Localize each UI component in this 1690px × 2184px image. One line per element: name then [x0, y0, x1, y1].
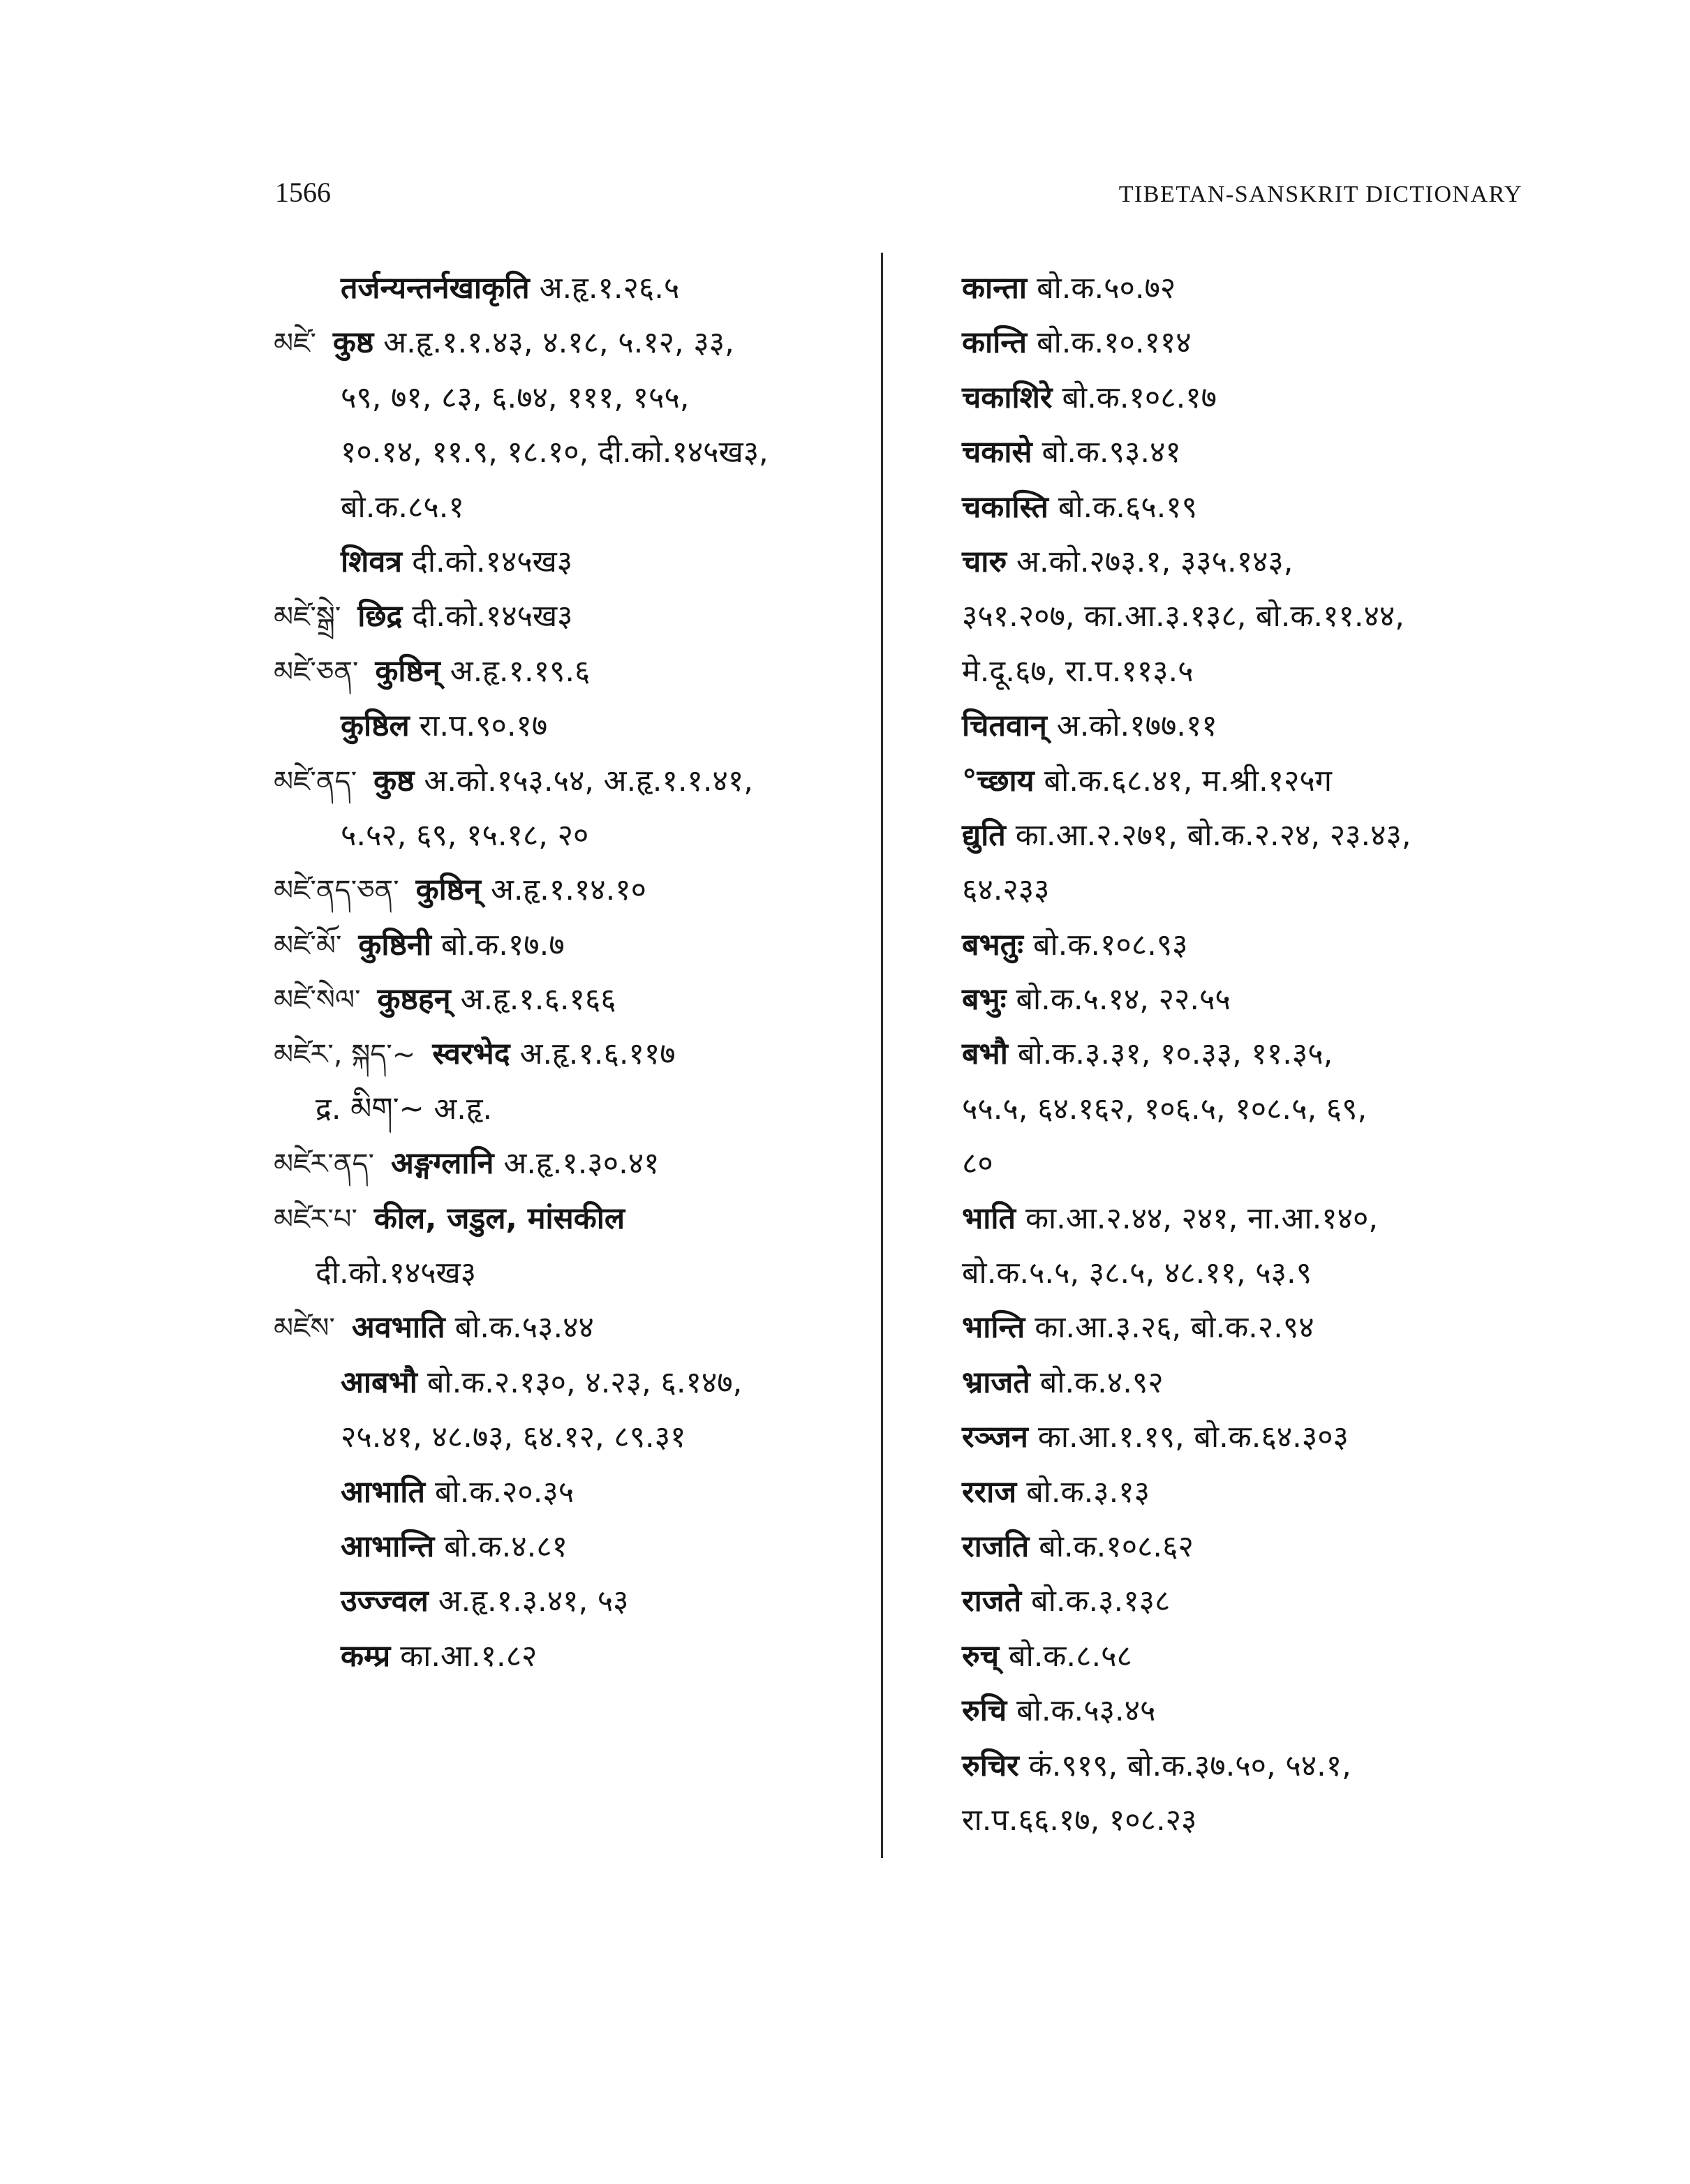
sanskrit-headword: बभौ [962, 1037, 1008, 1072]
reference: मे.दू.६७, रा.प.११३.५ [962, 653, 1194, 689]
dictionary-line [274, 1082, 874, 1136]
sanskrit-headword: अङ्गग्लानि [391, 1146, 494, 1182]
reference: बो.क.४.९२ [1039, 1365, 1164, 1400]
dictionary-line [274, 315, 874, 370]
sanskrit-headword: रञ्जन [962, 1420, 1028, 1455]
sanskrit-headword: कुष्ठिल [341, 708, 410, 744]
dictionary-line [274, 1300, 874, 1355]
dictionary-line [274, 644, 874, 699]
sanskrit-headword: कुष्ठ [332, 325, 374, 361]
reference: बो.क.३.३१, १०.३३, ११.३५, [1017, 1037, 1333, 1072]
tibetan-term: མཛེ་ནད་ [274, 765, 357, 798]
dictionary-line [962, 754, 1548, 808]
dictionary-line [962, 261, 1548, 315]
dictionary-line [962, 918, 1548, 972]
page-number: 1566 [275, 177, 331, 208]
dictionary-line [962, 1520, 1548, 1574]
dictionary-line [962, 1355, 1548, 1410]
dictionary-line [962, 644, 1548, 699]
sanskrit-headword: बभुः [962, 982, 1007, 1018]
sanskrit-headword: रुचि [962, 1693, 1007, 1729]
dictionary-line [274, 1191, 874, 1246]
sanskrit-headword: रुचिर [962, 1748, 1019, 1783]
dictionary-line [962, 1300, 1548, 1355]
tibetan-term: མཛེར་པ་ [274, 1203, 357, 1235]
sanskrit-headword: चारु [962, 544, 1007, 579]
sanskrit-headword: रराज [962, 1474, 1017, 1510]
dictionary-line [274, 1629, 874, 1684]
reference: अ.हृ.१.३०.४१ [503, 1146, 660, 1182]
sanskrit-headword: भाति [962, 1201, 1016, 1236]
reference: कं.९१९, बो.क.३७.५०, ५४.१, [1028, 1748, 1351, 1783]
dictionary-line [274, 1246, 874, 1300]
dictionary-line [274, 261, 874, 315]
dictionary-line [274, 1465, 874, 1520]
reference: बो.क.५३.४५ [1016, 1693, 1156, 1729]
sanskrit-headword: उज्ज्वल [341, 1584, 429, 1619]
left-column [274, 261, 874, 1684]
dictionary-line [274, 918, 874, 972]
dictionary-line [274, 1136, 874, 1191]
reference: बो.क.१०८.६२ [1039, 1529, 1194, 1564]
reference: बो.क.५.१४, २२.५५ [1016, 982, 1231, 1018]
dictionary-line [962, 1082, 1548, 1136]
reference: बो.क.२०.३५ [434, 1474, 575, 1510]
sanskrit-headword: चितवान् [962, 708, 1047, 744]
reference: बो.क.८५.१ [341, 489, 464, 525]
sanskrit-headword: राजति [962, 1529, 1030, 1564]
reference: बो.क.५.५, ३८.५, ४८.११, ५३.९ [962, 1256, 1312, 1291]
right-column [962, 261, 1548, 1848]
reference: का.आ.३.२६, बो.क.२.९४ [1035, 1310, 1314, 1346]
reference: अ.हृ.१.६.१६६ [460, 982, 616, 1018]
reference: का.आ.१.८२ [400, 1638, 538, 1674]
sanskrit-headword: कुष्ठिन् [415, 872, 481, 908]
reference: अ.हृ.१.२६.५ [539, 271, 680, 306]
sanskrit-headword: आबभौ [341, 1365, 417, 1400]
dictionary-line [274, 972, 874, 1027]
reference: बो.क.३.१३ [1026, 1474, 1150, 1510]
dictionary-line [962, 480, 1548, 535]
reference: का.आ.१.१९, बो.क.६४.३०३ [1037, 1420, 1349, 1455]
column-divider [881, 253, 883, 1858]
dictionary-line [962, 425, 1548, 480]
sanskrit-headword: द्युति [962, 817, 1006, 853]
dictionary-line [962, 1136, 1548, 1191]
sanskrit-headword: छिद्र [357, 599, 403, 634]
dictionary-line [962, 972, 1548, 1027]
dictionary-line [274, 425, 874, 480]
reference: अ.को.१५३.५४, अ.हृ.१.१.४१, [424, 763, 753, 798]
sanskrit-headword: भान्ति [962, 1310, 1025, 1346]
dictionary-line [274, 589, 874, 644]
tibetan-term: མཛེས་ [274, 1312, 335, 1345]
reference: बो.क.५०.७२ [1037, 271, 1176, 306]
dictionary-line [274, 480, 874, 535]
reference: रा.प.६६.१७, १०८.२३ [962, 1802, 1197, 1838]
dictionary-line [962, 1027, 1548, 1081]
running-head: TIBETAN-SANSKRIT DICTIONARY [1118, 181, 1522, 207]
tibetan-term: མཛེ་ནད་ཅན་ [274, 875, 399, 907]
dictionary-line [274, 1410, 874, 1464]
dictionary-line [962, 1793, 1548, 1848]
reference: ८० [962, 1146, 993, 1182]
sanskrit-headword: कुष्ठिन् [375, 653, 440, 689]
dictionary-line [962, 1739, 1548, 1793]
sanskrit-headword: बभतुः [962, 927, 1023, 963]
dictionary-line [274, 1027, 874, 1081]
reference: बो.क.१०८.९३ [1032, 927, 1188, 963]
reference: ६४.२३३ [962, 872, 1050, 908]
reference: अ.हृ.१.१.४३, ४.१८, ५.१२, ३३, [383, 325, 734, 361]
reference: बो.क.१७.७ [440, 927, 565, 963]
reference: दी.को.१४५ख३ [316, 1256, 477, 1291]
sanskrit-headword: आभान्ति [341, 1529, 435, 1564]
dictionary-line [962, 1574, 1548, 1628]
sanskrit-headword: कुष्ठ [373, 763, 415, 798]
sanskrit-headword: कान्ता [962, 271, 1028, 306]
dictionary-line [962, 535, 1548, 589]
dictionary-line [962, 1465, 1548, 1520]
sanskrit-headword: भ्राजते [962, 1365, 1030, 1400]
reference: बो.क.६५.१९ [1058, 489, 1198, 525]
dictionary-line [962, 1629, 1548, 1684]
sanskrit-headword: रुच् [962, 1638, 1000, 1674]
reference: अ.हृ.१.१९.६ [450, 653, 591, 689]
reference: ५९, ७१, ८३, ६.७४, १११, १५५, [341, 380, 690, 415]
sanskrit-headword: राजते [962, 1584, 1022, 1619]
reference: बो.क.१०८.१७ [1062, 380, 1217, 415]
sanskrit-headword: चकास्ति [962, 489, 1048, 525]
tibetan-term: མཛེར་, སྐད་~ [274, 1039, 416, 1071]
dictionary-line [274, 535, 874, 589]
tibetan-term: མཛེར་ནད་ [274, 1148, 375, 1181]
dictionary-line [962, 371, 1548, 425]
reference: बो.क.६८.४१, म.श्री.१२५ग [1044, 763, 1332, 798]
reference: बो.क.९३.४१ [1042, 435, 1181, 470]
sanskrit-headword: स्वरभेद [432, 1037, 510, 1072]
dictionary-line [962, 808, 1548, 863]
sanskrit-headword: तर्जन्यन्तर्नखाकृति [341, 271, 530, 306]
reference: अ.को.२७३.१, ३३५.१४३, [1016, 544, 1294, 579]
dictionary-line [962, 1246, 1548, 1300]
dictionary-line [274, 754, 874, 808]
reference: ३५१.२०७, का.आ.३.१३८, बो.क.११.४४, [962, 599, 1404, 634]
reference: का.आ.२.४४, २४१, ना.आ.१४०, [1025, 1201, 1378, 1236]
reference: बो.क.५३.४४ [454, 1310, 594, 1346]
reference: १०.१४, ११.९, १८.१०, दी.को.१४५ख३, [341, 435, 769, 470]
dictionary-line [962, 699, 1548, 753]
sanskrit-headword: कुष्ठहन् [377, 982, 451, 1018]
dictionary-line [962, 589, 1548, 644]
dictionary-line [274, 1355, 874, 1410]
reference: अ.हृ.१.१४.१० [491, 872, 646, 908]
sanskrit-headword: कान्ति [962, 325, 1028, 361]
tibetan-term: མཛེ་སྒྲེ་ [274, 601, 341, 634]
reference: ५.५२, ६९, १५.१८, २० [341, 817, 589, 853]
sanskrit-headword: आभाति [341, 1474, 425, 1510]
sanskrit-headword: चकासे [962, 435, 1032, 470]
tibetan-term: མཛེ་ [274, 327, 316, 360]
sanskrit-headword: कील, जडुल, मांसकील [373, 1201, 625, 1236]
dictionary-line [962, 315, 1548, 370]
dictionary-line [962, 863, 1548, 917]
dictionary-line [274, 699, 874, 753]
sanskrit-headword: शिवत्र [341, 544, 403, 579]
reference: बो.क.४.८१ [444, 1529, 568, 1564]
reference: दी.को.१४५ख३ [412, 544, 573, 579]
reference: अ.हृ.१.६.११७ [519, 1037, 676, 1072]
reference: का.आ.२.२७१, बो.क.२.२४, २३.४३, [1015, 817, 1411, 853]
tibetan-term: མཛེ་སེལ་ [274, 984, 361, 1017]
tibetan-term: མཛེ་མོ་ [274, 929, 342, 962]
reference: अ.हृ.१.३.४१, ५३ [438, 1584, 629, 1619]
reference: द्र. མིག་~ अ.हृ. [316, 1091, 493, 1127]
reference: बो.क.३.१३८ [1031, 1584, 1171, 1619]
reference: बो.क.१०.११४ [1037, 325, 1192, 361]
reference: अ.को.१७७.११ [1056, 708, 1217, 744]
dictionary-line [274, 863, 874, 917]
reference: रा.प.९०.१७ [419, 708, 548, 744]
dictionary-line [274, 1520, 874, 1574]
sanskrit-headword: कुष्ठिनी [358, 927, 431, 963]
tibetan-term: མཛེ་ཅན་ [274, 655, 359, 688]
reference: ५५.५, ६४.१६२, १०६.५, १०८.५, ६९, [962, 1091, 1367, 1127]
dictionary-line [274, 371, 874, 425]
sanskrit-headword: चकाशिरे [962, 380, 1053, 415]
sanskrit-headword: °च्छाय [962, 763, 1035, 798]
dictionary-line [962, 1410, 1548, 1464]
dictionary-line [274, 808, 874, 863]
dictionary-line [962, 1191, 1548, 1246]
reference: दी.को.१४५ख३ [412, 599, 573, 634]
reference: बो.क.२.१३०, ४.२३, ६.१४७, [427, 1365, 743, 1400]
sanskrit-headword: कम्प्र [341, 1638, 391, 1674]
reference: २५.४१, ४८.७३, ६४.१२, ८९.३१ [341, 1420, 686, 1455]
dictionary-line [962, 1684, 1548, 1738]
dictionary-line [274, 1574, 874, 1628]
sanskrit-headword: अवभाति [351, 1310, 445, 1346]
reference: बो.क.८.५८ [1009, 1638, 1132, 1674]
